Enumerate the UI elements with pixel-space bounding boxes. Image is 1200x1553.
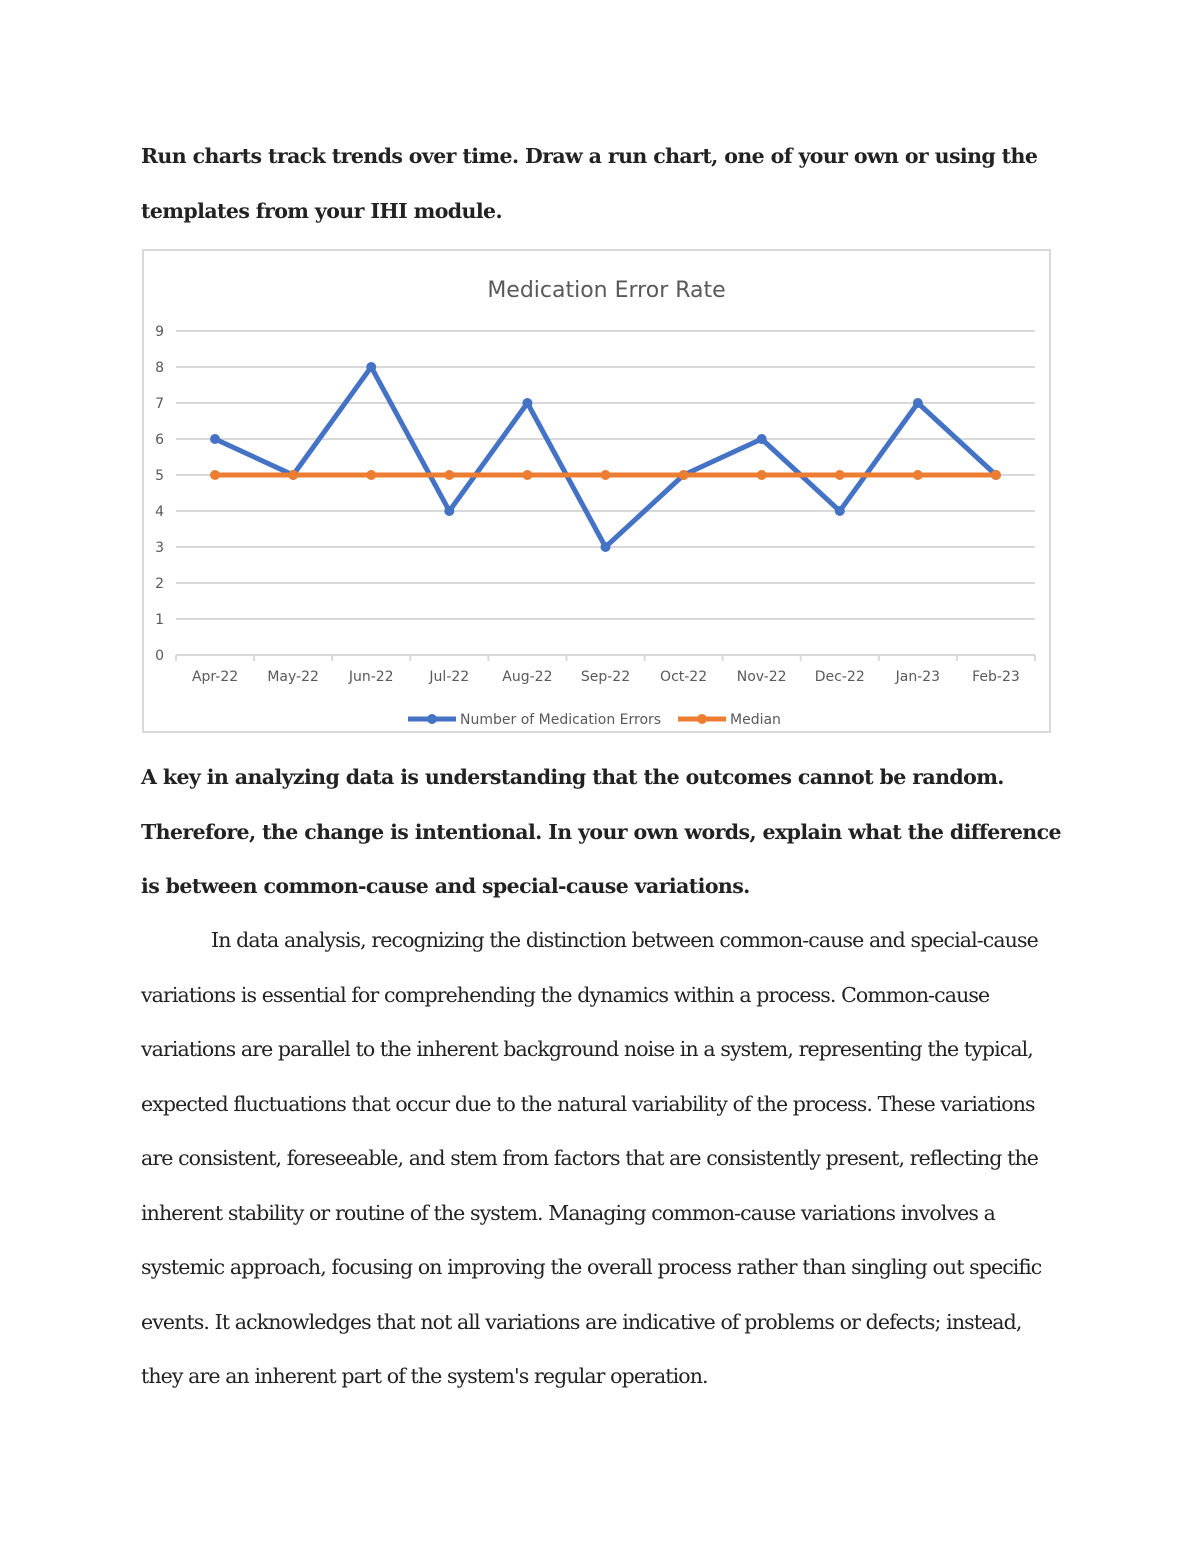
y-tick-label: 9 xyxy=(155,324,164,340)
run-chart xyxy=(142,249,1051,733)
data-point xyxy=(210,470,220,480)
x-tick-label: May-22 xyxy=(267,669,319,685)
data-point xyxy=(991,470,1001,480)
x-tick-label: Dec-22 xyxy=(814,669,865,685)
data-point xyxy=(210,434,220,444)
y-tick-label: 2 xyxy=(155,576,164,592)
y-tick-label: 4 xyxy=(155,504,164,520)
data-point xyxy=(522,470,532,480)
data-point xyxy=(679,470,689,480)
data-point xyxy=(913,398,923,408)
data-point xyxy=(757,434,767,444)
data-point xyxy=(835,470,845,480)
x-tick-label: Sep-22 xyxy=(580,669,631,685)
chart-series xyxy=(210,362,1001,552)
data-point xyxy=(288,470,298,480)
chart-legend xyxy=(408,712,781,728)
y-tick-label: 3 xyxy=(155,540,164,556)
y-tick-label: 8 xyxy=(155,360,164,376)
chart-x-tick-labels xyxy=(192,669,1020,685)
chart-x-axis xyxy=(176,655,1035,661)
data-point xyxy=(444,506,454,516)
data-point xyxy=(444,470,454,480)
legend-label: Median xyxy=(730,712,781,728)
x-tick-label: Jun-22 xyxy=(348,669,394,685)
x-tick-label: Jul-22 xyxy=(429,669,470,685)
chart-title: Medication Error Rate xyxy=(487,278,726,303)
y-tick-label: 1 xyxy=(155,612,164,628)
y-tick-label: 5 xyxy=(155,468,164,484)
data-point xyxy=(601,542,611,552)
x-tick-label: Nov-22 xyxy=(736,669,787,685)
chart-canvas xyxy=(144,251,1049,731)
chart-y-axis xyxy=(155,324,164,664)
data-point xyxy=(913,470,923,480)
x-tick-label: Jan-23 xyxy=(895,669,941,685)
question-1: Run charts track trends over time. Draw a run chart, one of your own or using the templates from your IHI module. xyxy=(141,144,1038,223)
y-tick-label: 7 xyxy=(155,396,164,412)
legend-marker xyxy=(697,714,707,724)
legend-label: Number of Medication Errors xyxy=(460,712,662,728)
legend-marker xyxy=(427,714,437,724)
data-point xyxy=(601,470,611,480)
data-point xyxy=(757,470,767,480)
series-line xyxy=(215,367,996,547)
y-tick-label: 6 xyxy=(155,432,164,448)
data-point xyxy=(835,506,845,516)
answer-paragraph: In data analysis, recognizing the distinction between common-cause and special-cause variations is essential for comprehending the dynamics within a process. Common-cause variations are parallel to the inherent background noise in a system, representing the typical, expected fluctuations that occur due to the natural variability of the process. These variations are consistent, foreseeable, and stem from factors that are consistently present, reflecting the inherent stability or routine of the system. Managing common-cause variations involves a systemic approach, focusing on improving the overall process rather than singling out specific events. It acknowledges that not all variations are indicative of problems or defects; instead, they are an inherent part of the system's regular operation. xyxy=(141,928,1042,1388)
question-2: A key in analyzing data is understanding that the outcomes cannot be random. Therefore, the change is intentional. In your own words, explain what the difference is between common-cause and special-cause variations. xyxy=(141,765,1061,898)
x-tick-label: Feb-23 xyxy=(972,669,1020,685)
data-point xyxy=(522,398,532,408)
data-point xyxy=(366,362,376,372)
data-point xyxy=(366,470,376,480)
x-tick-label: Apr-22 xyxy=(191,669,239,685)
x-tick-label: Oct-22 xyxy=(660,669,708,685)
y-tick-label: 0 xyxy=(155,648,164,664)
x-tick-label: Aug-22 xyxy=(502,669,553,685)
